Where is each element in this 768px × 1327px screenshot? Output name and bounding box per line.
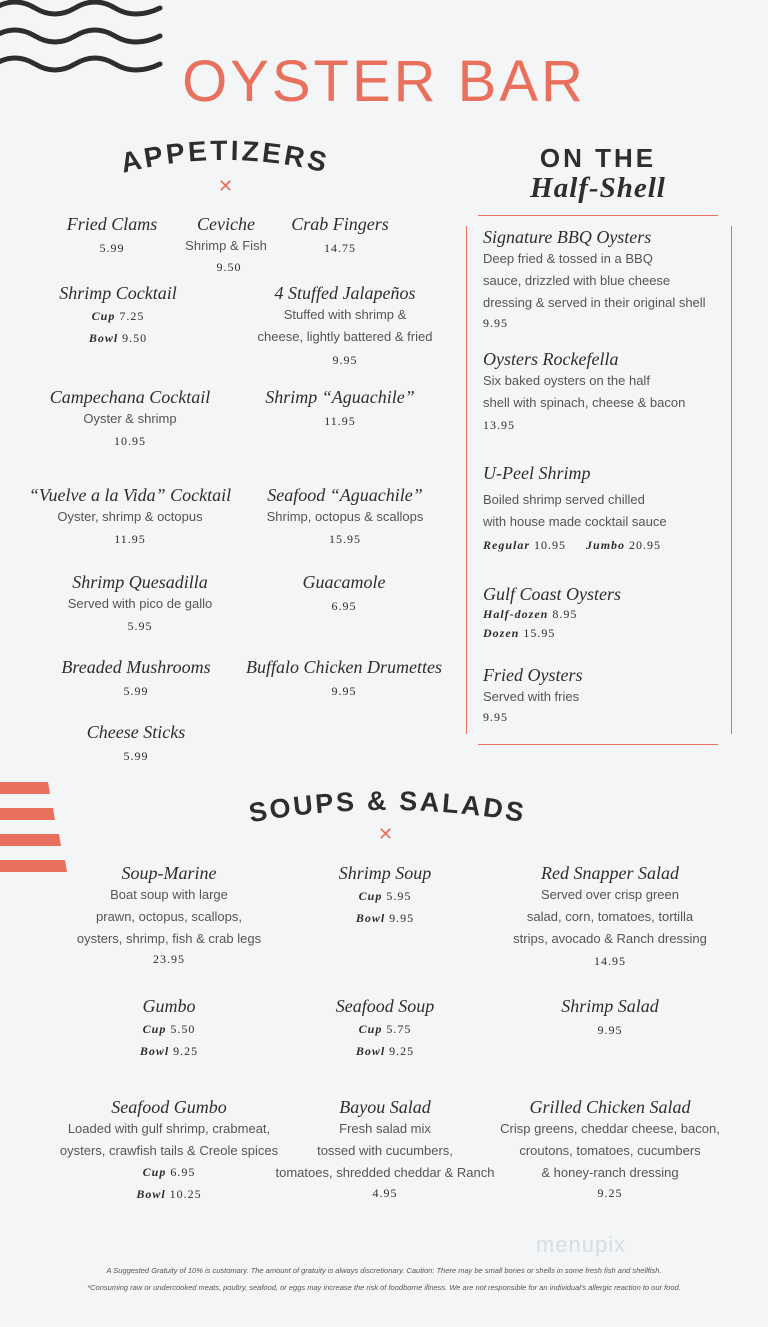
item-price	[483, 538, 723, 553]
item-name: Guacamole	[302, 572, 386, 592]
svg-text:APPETIZERS: APPETIZERS	[117, 134, 333, 179]
item-description: shell with spinach, cheese & bacon	[483, 395, 686, 410]
item-description: cheese, lightly battered & fried	[257, 329, 433, 344]
item-price	[38, 309, 198, 324]
item-price	[483, 626, 723, 641]
item-price: 9.25	[597, 1186, 623, 1200]
menu-item	[305, 863, 465, 926]
item-description: Stuffed with shrimp &	[283, 307, 407, 322]
price-value: 9.25	[389, 1044, 415, 1058]
item-price	[305, 889, 465, 904]
item-price: 5.99	[99, 241, 125, 255]
menu-item	[89, 996, 249, 1059]
price-value: 7.25	[119, 309, 145, 323]
item-name: Soup-Marine	[121, 863, 217, 883]
menu-item	[245, 283, 445, 368]
item-price	[89, 1022, 249, 1037]
item-description: Oyster & shrimp	[83, 411, 177, 426]
price-value: 5.75	[386, 1022, 412, 1036]
price-label: Regular	[483, 538, 531, 552]
item-price: 13.95	[483, 418, 515, 432]
price-label: Cup	[358, 889, 383, 903]
item-price: 5.95	[127, 619, 153, 633]
item-description: strips, avocado & Ranch dressing	[513, 931, 707, 946]
item-name: Bayou Salad	[339, 1097, 431, 1117]
menu-item	[52, 214, 172, 256]
item-price	[305, 911, 465, 926]
item-description: Fresh salad mix	[339, 1121, 431, 1136]
svg-text:SOUPS & SALADS: SOUPS & SALADS	[246, 786, 529, 829]
footer-note: A Suggested Gratuity of 10% is customary. The amount of gratuity is always discretionary. Caution: There may be small bones or shells in some fresh fish and shellfish.	[106, 1266, 662, 1275]
item-price: 14.75	[324, 241, 356, 255]
item-description: with house made cocktail sauce	[483, 514, 667, 529]
price-label: Bowl	[355, 1044, 386, 1058]
item-name: Campechana Cocktail	[49, 387, 211, 407]
menu-item	[38, 283, 198, 346]
item-description: Crisp greens, cheddar cheese, bacon,	[500, 1121, 720, 1136]
price-label: Dozen	[483, 626, 520, 640]
item-price: 9.95	[483, 316, 508, 330]
item-name: Shrimp Cocktail	[59, 283, 177, 303]
price-label: Cup	[358, 1022, 383, 1036]
price-label: Bowl	[355, 911, 386, 925]
item-name: “Vuelve a la Vida” Cocktail	[28, 485, 232, 505]
menu-item	[483, 463, 723, 553]
page-title: OYSTER BAR	[182, 49, 586, 114]
menu-item	[40, 572, 240, 634]
item-price	[305, 1044, 465, 1059]
menu-item	[483, 349, 723, 433]
divider	[478, 744, 718, 745]
price-label: Cup	[91, 309, 116, 323]
item-price: 23.95	[153, 952, 185, 966]
footer-note: *Consuming raw or undercooked meats, poultry, seafood, or eggs may increase the risk of foodborne illness. We are not responsible for an individual's allergic reaction to our food.	[87, 1283, 681, 1292]
watermark: menupix	[536, 1232, 627, 1257]
price-label: Cup	[142, 1165, 167, 1179]
item-description: Oyster, shrimp & octopus	[57, 509, 203, 524]
item-description: Boiled shrimp served chilled	[483, 492, 645, 507]
item-description: dressing & served in their original shell	[483, 295, 706, 310]
menu-item	[483, 665, 723, 725]
item-description: tossed with cucumbers,	[317, 1143, 453, 1158]
item-description: croutons, tomatoes, cucumbers	[519, 1143, 701, 1158]
item-name: Gulf Coast Oysters	[483, 584, 622, 604]
menu-item	[280, 214, 400, 256]
menu-item	[483, 227, 723, 331]
item-description: oysters, shrimp, fish & crab legs	[76, 931, 262, 946]
item-name: Shrimp Salad	[561, 996, 659, 1016]
item-price: 14.95	[594, 954, 626, 968]
item-price	[305, 1022, 465, 1037]
x-divider-icon: ✕	[378, 824, 394, 844]
menu-item	[500, 863, 720, 969]
item-price: 11.95	[324, 414, 356, 428]
price-value: 9.95	[389, 911, 415, 925]
menu-item	[483, 584, 723, 641]
item-price: 9.95	[597, 1023, 623, 1037]
menu-item	[36, 657, 236, 699]
x-divider-icon: ✕	[218, 176, 234, 196]
item-name: Cheese Sticks	[86, 722, 186, 742]
menu-item	[30, 387, 230, 449]
price-value: 15.95	[523, 626, 556, 640]
price-value: 6.95	[170, 1165, 196, 1179]
item-description: Deep fried & tossed in a BBQ	[483, 251, 653, 266]
price-value: 10.95	[534, 538, 567, 552]
item-price: 5.99	[123, 684, 149, 698]
item-price	[483, 607, 723, 622]
item-name: Red Snapper Salad	[541, 863, 679, 883]
item-name: Crab Fingers	[291, 214, 389, 234]
item-description: Shrimp, octopus & scallops	[266, 509, 424, 524]
item-description: Served with pico de gallo	[67, 596, 213, 611]
menu-item	[250, 485, 440, 547]
menu-item	[495, 1097, 725, 1201]
item-price: 6.95	[331, 599, 357, 613]
item-name: Shrimp Soup	[338, 863, 432, 883]
price-value: 10.25	[169, 1187, 202, 1201]
price-value: 5.95	[386, 889, 412, 903]
price-label: Bowl	[136, 1187, 166, 1201]
half-shell-heading-top: ON THE	[539, 143, 657, 173]
item-price: 9.95	[331, 684, 357, 698]
price-label: Bowl	[88, 331, 119, 345]
item-name: Grilled Chicken Salad	[529, 1097, 691, 1117]
price-value: 9.50	[122, 331, 148, 345]
item-name: Ceviche	[197, 214, 255, 234]
item-name: U-Peel Shrimp	[483, 463, 591, 483]
price-label: Cup	[142, 1022, 167, 1036]
item-price: 5.99	[123, 749, 149, 763]
menu-item	[284, 572, 404, 614]
item-name: Fried Clams	[66, 214, 158, 234]
menu-item	[255, 387, 425, 429]
item-price	[38, 331, 198, 346]
item-description: sauce, drizzled with blue cheese	[483, 273, 671, 288]
item-price: 9.95	[332, 353, 358, 367]
item-name: Shrimp “Aguachile”	[265, 387, 415, 407]
menu-item	[59, 863, 279, 967]
item-name: Signature BBQ Oysters	[483, 227, 652, 247]
item-name: Breaded Mushrooms	[61, 657, 211, 677]
price-label: Half-dozen	[483, 607, 549, 621]
item-name: Oysters Rockefella	[483, 349, 619, 369]
item-price	[89, 1044, 249, 1059]
item-description: Shrimp & Fish	[185, 238, 267, 253]
item-name: Gumbo	[142, 996, 196, 1016]
item-price: 11.95	[114, 532, 146, 546]
price-label: Jumbo	[586, 538, 626, 552]
item-name: Shrimp Quesadilla	[72, 572, 208, 592]
price-value: 9.25	[173, 1044, 199, 1058]
item-price: 9.50	[216, 260, 242, 274]
item-name: Seafood Soup	[335, 996, 435, 1016]
item-description: prawn, octopus, scallops,	[96, 909, 242, 924]
menu-item	[530, 996, 690, 1038]
menu-item	[49, 1097, 289, 1202]
item-name: Fried Oysters	[483, 665, 583, 685]
item-price	[49, 1187, 289, 1202]
item-description: Boat soup with large	[110, 887, 228, 902]
item-name: 4 Stuffed Jalapeños	[274, 283, 416, 303]
price-value: 5.50	[170, 1022, 196, 1036]
item-description: Loaded with gulf shrimp, crabmeat,	[67, 1121, 271, 1136]
item-price: 4.95	[372, 1186, 398, 1200]
item-price	[49, 1165, 289, 1180]
menu-item	[305, 996, 465, 1059]
menu-item	[234, 657, 454, 699]
item-description: Six baked oysters on the half	[483, 373, 650, 388]
item-description: Served over crisp green	[540, 887, 679, 902]
item-price: 15.95	[329, 532, 361, 546]
item-name: Buffalo Chicken Drumettes	[246, 657, 442, 677]
half-shell-heading-script: Half-Shell	[530, 172, 666, 204]
menu-item	[56, 722, 216, 764]
item-name: Seafood “Aguachile”	[267, 485, 423, 505]
menu-item	[270, 1097, 500, 1201]
price-value: 20.95	[629, 538, 662, 552]
item-name: Seafood Gumbo	[111, 1097, 227, 1117]
item-description: salad, corn, tomatoes, tortilla	[526, 909, 694, 924]
price-value: 8.95	[552, 607, 578, 621]
menu-item	[20, 485, 240, 547]
item-description: & honey-ranch dressing	[541, 1165, 679, 1180]
item-description: oysters, crawfish tails & Creole spices	[59, 1143, 279, 1158]
item-price: 9.95	[483, 710, 508, 724]
item-description: tomatoes, shredded cheddar & Ranch	[275, 1165, 495, 1180]
item-price: 10.95	[114, 434, 146, 448]
stripes-icon	[0, 782, 70, 876]
divider	[478, 215, 718, 216]
menu-item	[170, 214, 282, 275]
price-label: Bowl	[139, 1044, 170, 1058]
item-description: Served with fries	[483, 689, 580, 704]
